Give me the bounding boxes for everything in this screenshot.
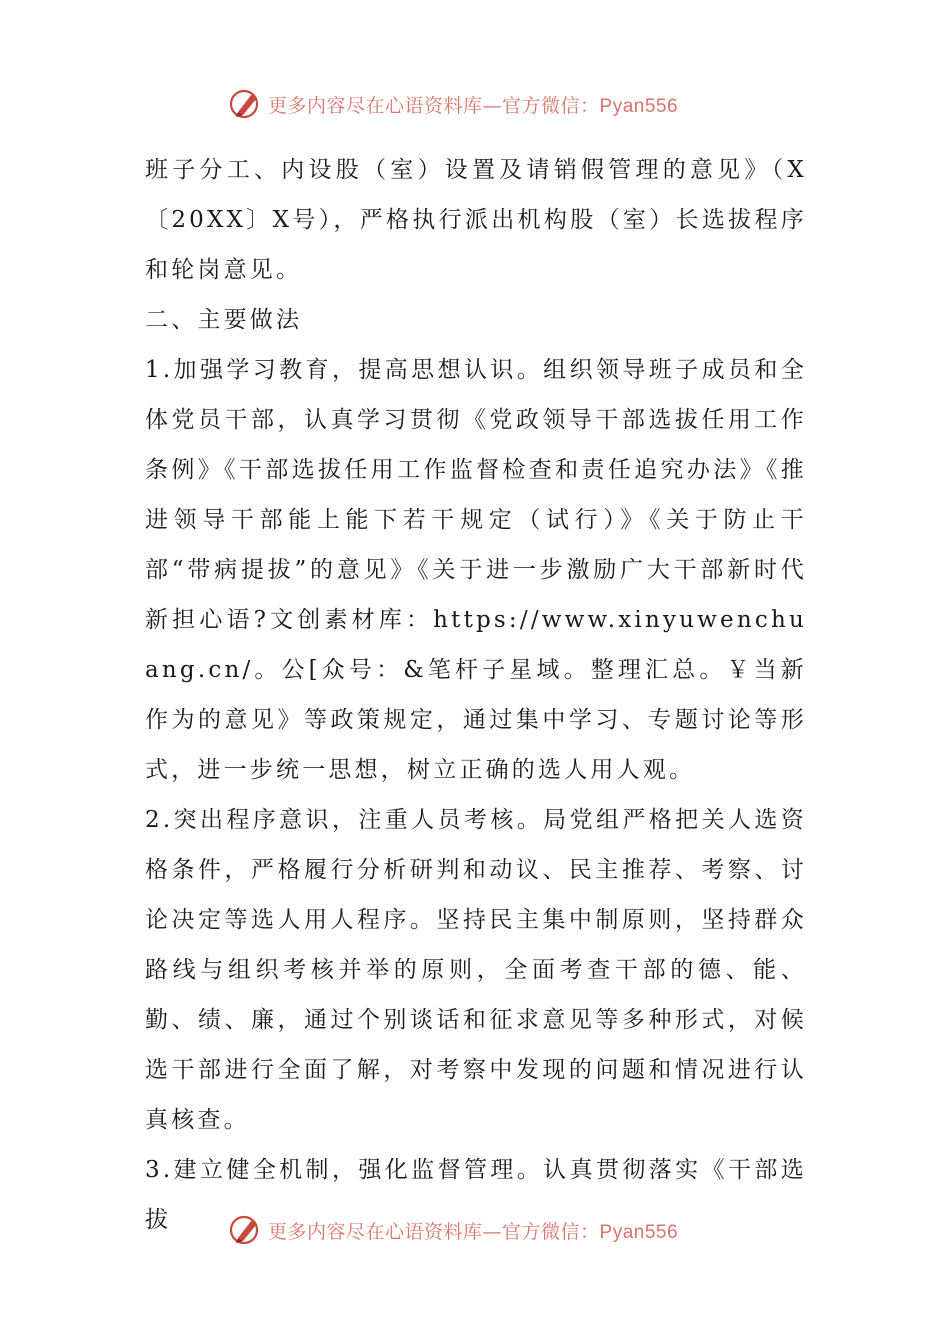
paragraph: 班子分工、内设股（室）设置及请销假管理的意见》（X〔20XX〕X号），严格执行派出机构股（室）长选拔程序和轮岗意见。 <box>145 157 807 283</box>
paragraph: 3.建立健全机制，强化监督管理。认真贯彻落实《干部选拔 <box>145 1157 807 1233</box>
paragraph: 2.突出程序意识，注重人员考核。局党组严格把关人选资格条件，严格履行分析研判和动议、民主推荐、考察、讨论决定等选人用人程序。坚持民主集中制原则，坚持群众路线与组织考核并举的原则，全面考查干部的德、能、勤、绩、廉，通过个别谈话和征求意见等多种形式，对候选干部进行全面了解，对考察中发现的问题和情况进行认真核查。 <box>145 807 807 1133</box>
paragraph: 1.加强学习教育，提高思想认识。组织领导班子成员和全体党员干部，认真学习贯彻《党政领导干部选拔任用工作条例》《干部选拔任用工作监督检查和责任追究办法》《推进领导干部能上能下若干规定（试行）》《关于防止干部“带病提拔”的意见》《关于进一步激励广大干部新时代新担心语?文创素材库：https://www.xinyuwenchuang.cn/。公[众号：&笔杆子星域。整理汇总。￥当新作为的意见》等政策规定，通过集中学习、专题讨论等形式，进一步统一思想，树立正确的选人用人观。 <box>145 357 807 783</box>
pen-logo-icon <box>228 86 264 122</box>
watermark-text: 更多内容尽在心语资料库—官方微信：Pyan556 <box>268 1220 679 1243</box>
watermark-text: 更多内容尽在心语资料库—官方微信：Pyan556 <box>268 94 679 117</box>
footer-watermark <box>228 1210 748 1250</box>
header-watermark <box>228 84 748 124</box>
section-heading: 二、主要做法 <box>145 307 303 333</box>
document-body <box>145 145 807 1245</box>
pen-logo-icon <box>228 1212 264 1248</box>
